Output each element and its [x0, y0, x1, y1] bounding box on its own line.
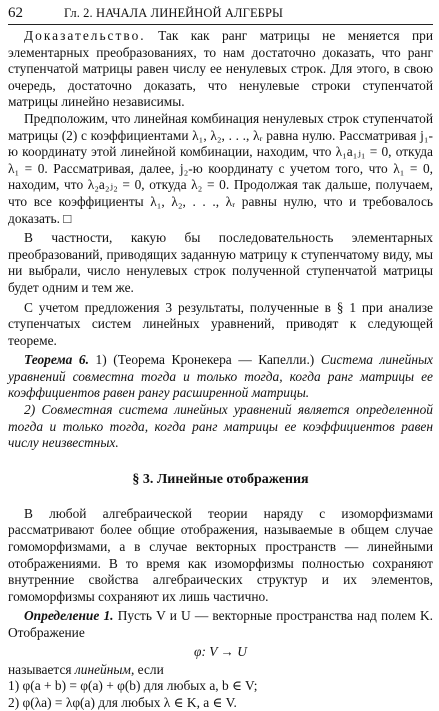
definition-label: Определение 1. [24, 608, 114, 624]
theorem-part-2: 2) Совместная система линейных уравнений является определенной тогда и только тогда, когда ранг матрицы ее коэффициентов равен числу неизвестных. [8, 402, 433, 451]
theorem-label: Теорема 6. [24, 352, 89, 368]
theorem-intro: 1) (Теорема Кронекера — Капелли.) [95, 352, 315, 368]
theorem-6 [8, 352, 433, 402]
called-prefix: называется [8, 661, 72, 677]
mapping-formula: φ: V → U [194, 643, 247, 659]
section-paragraph: В любой алгебраической теории наряду с изоморфизмами рассматривают более общие отображения, называемые в общем случае гомоморфизмами, а в случае векторных пространств — линейными отображениями. В то время как изоморфизмы полностью сохраняют внутренние свойства алгебраических структур и их элементов, гомоморфизмы сохраняют их лишь частично. [8, 505, 433, 604]
section-title: § 3. Линейные отображения [132, 471, 309, 487]
definition-called-line [8, 662, 433, 679]
proof-paragraph-3: В частности, какую бы последовательность элементарных преобразований, приводящих заданную матрицу к ступенчатому виду, мы ни выбрали, число ненулевых строк полученной ступенчатой матрицы будет одним и тем же. [8, 230, 433, 295]
proof-text-1: Так как ранг матрицы не меняется при элементарных преобразованиях, то нам достаточно доказать, что ранг ступенчатой матрицы равен числу ее ненулевых строк. Для этого, в свою очередь, достаточно доказать, что ненулевые строки ступенчатой матрицы линейно независимы. [8, 28, 433, 110]
proof-label: Доказательство. [24, 28, 146, 43]
page-header [8, 5, 433, 25]
called-term: линейным [74, 661, 131, 677]
definition-1 [8, 608, 433, 641]
condition-1: 1) φ(a + b) = φ(a) + φ(b) для любых a, b ∈ V; [8, 678, 258, 694]
condition-2: 2) φ(λa) = λφ(a) для любых λ ∈ K, a ∈ V. [8, 694, 237, 710]
proof-paragraph-2: Предположим, что линейная комбинация ненулевых строк ступенчатой матрицы (2) с коэффициентами λ₁, λ₂, . . ., λᵣ равна нулю. Рассматривая j₁-ю координату этой линейной комбинации, находим, что λ₁a₁ⱼ₁ = 0, откуда λ₁ = 0. Рассматривая, далее, j₂-ю координату с учетом того, что λ₁ = 0, находим, что λ₂a₂ⱼ₂ = 0, откуда λ₂ = 0. Продолжая так дальше, получаем, что все коэффициенты λ₁, λ₂, . . ., λᵣ равны нулю, что и требовалось доказать. □ [8, 110, 433, 226]
proof-paragraph-4: С учетом предложения 3 результаты, полученные в § 1 при анализе ступенчатых систем линейных уравнений, приводят к следующей теореме. [8, 299, 433, 348]
page-number: 62 [8, 5, 23, 21]
called-suffix: , если [130, 661, 164, 677]
theorem-part-1: Система линейных уравнений совместна тогда и только тогда, когда ранг матрицы ее коэффициентов равен рангу расширенной матрицы. [8, 352, 433, 401]
proof-paragraph-1 [8, 28, 433, 111]
definition-text: Пусть V и U — векторные пространства над полем K. Отображение [8, 608, 433, 640]
running-head: Гл. 2. НАЧАЛА ЛИНЕЙНОЙ АЛГЕБРЫ [64, 6, 284, 20]
